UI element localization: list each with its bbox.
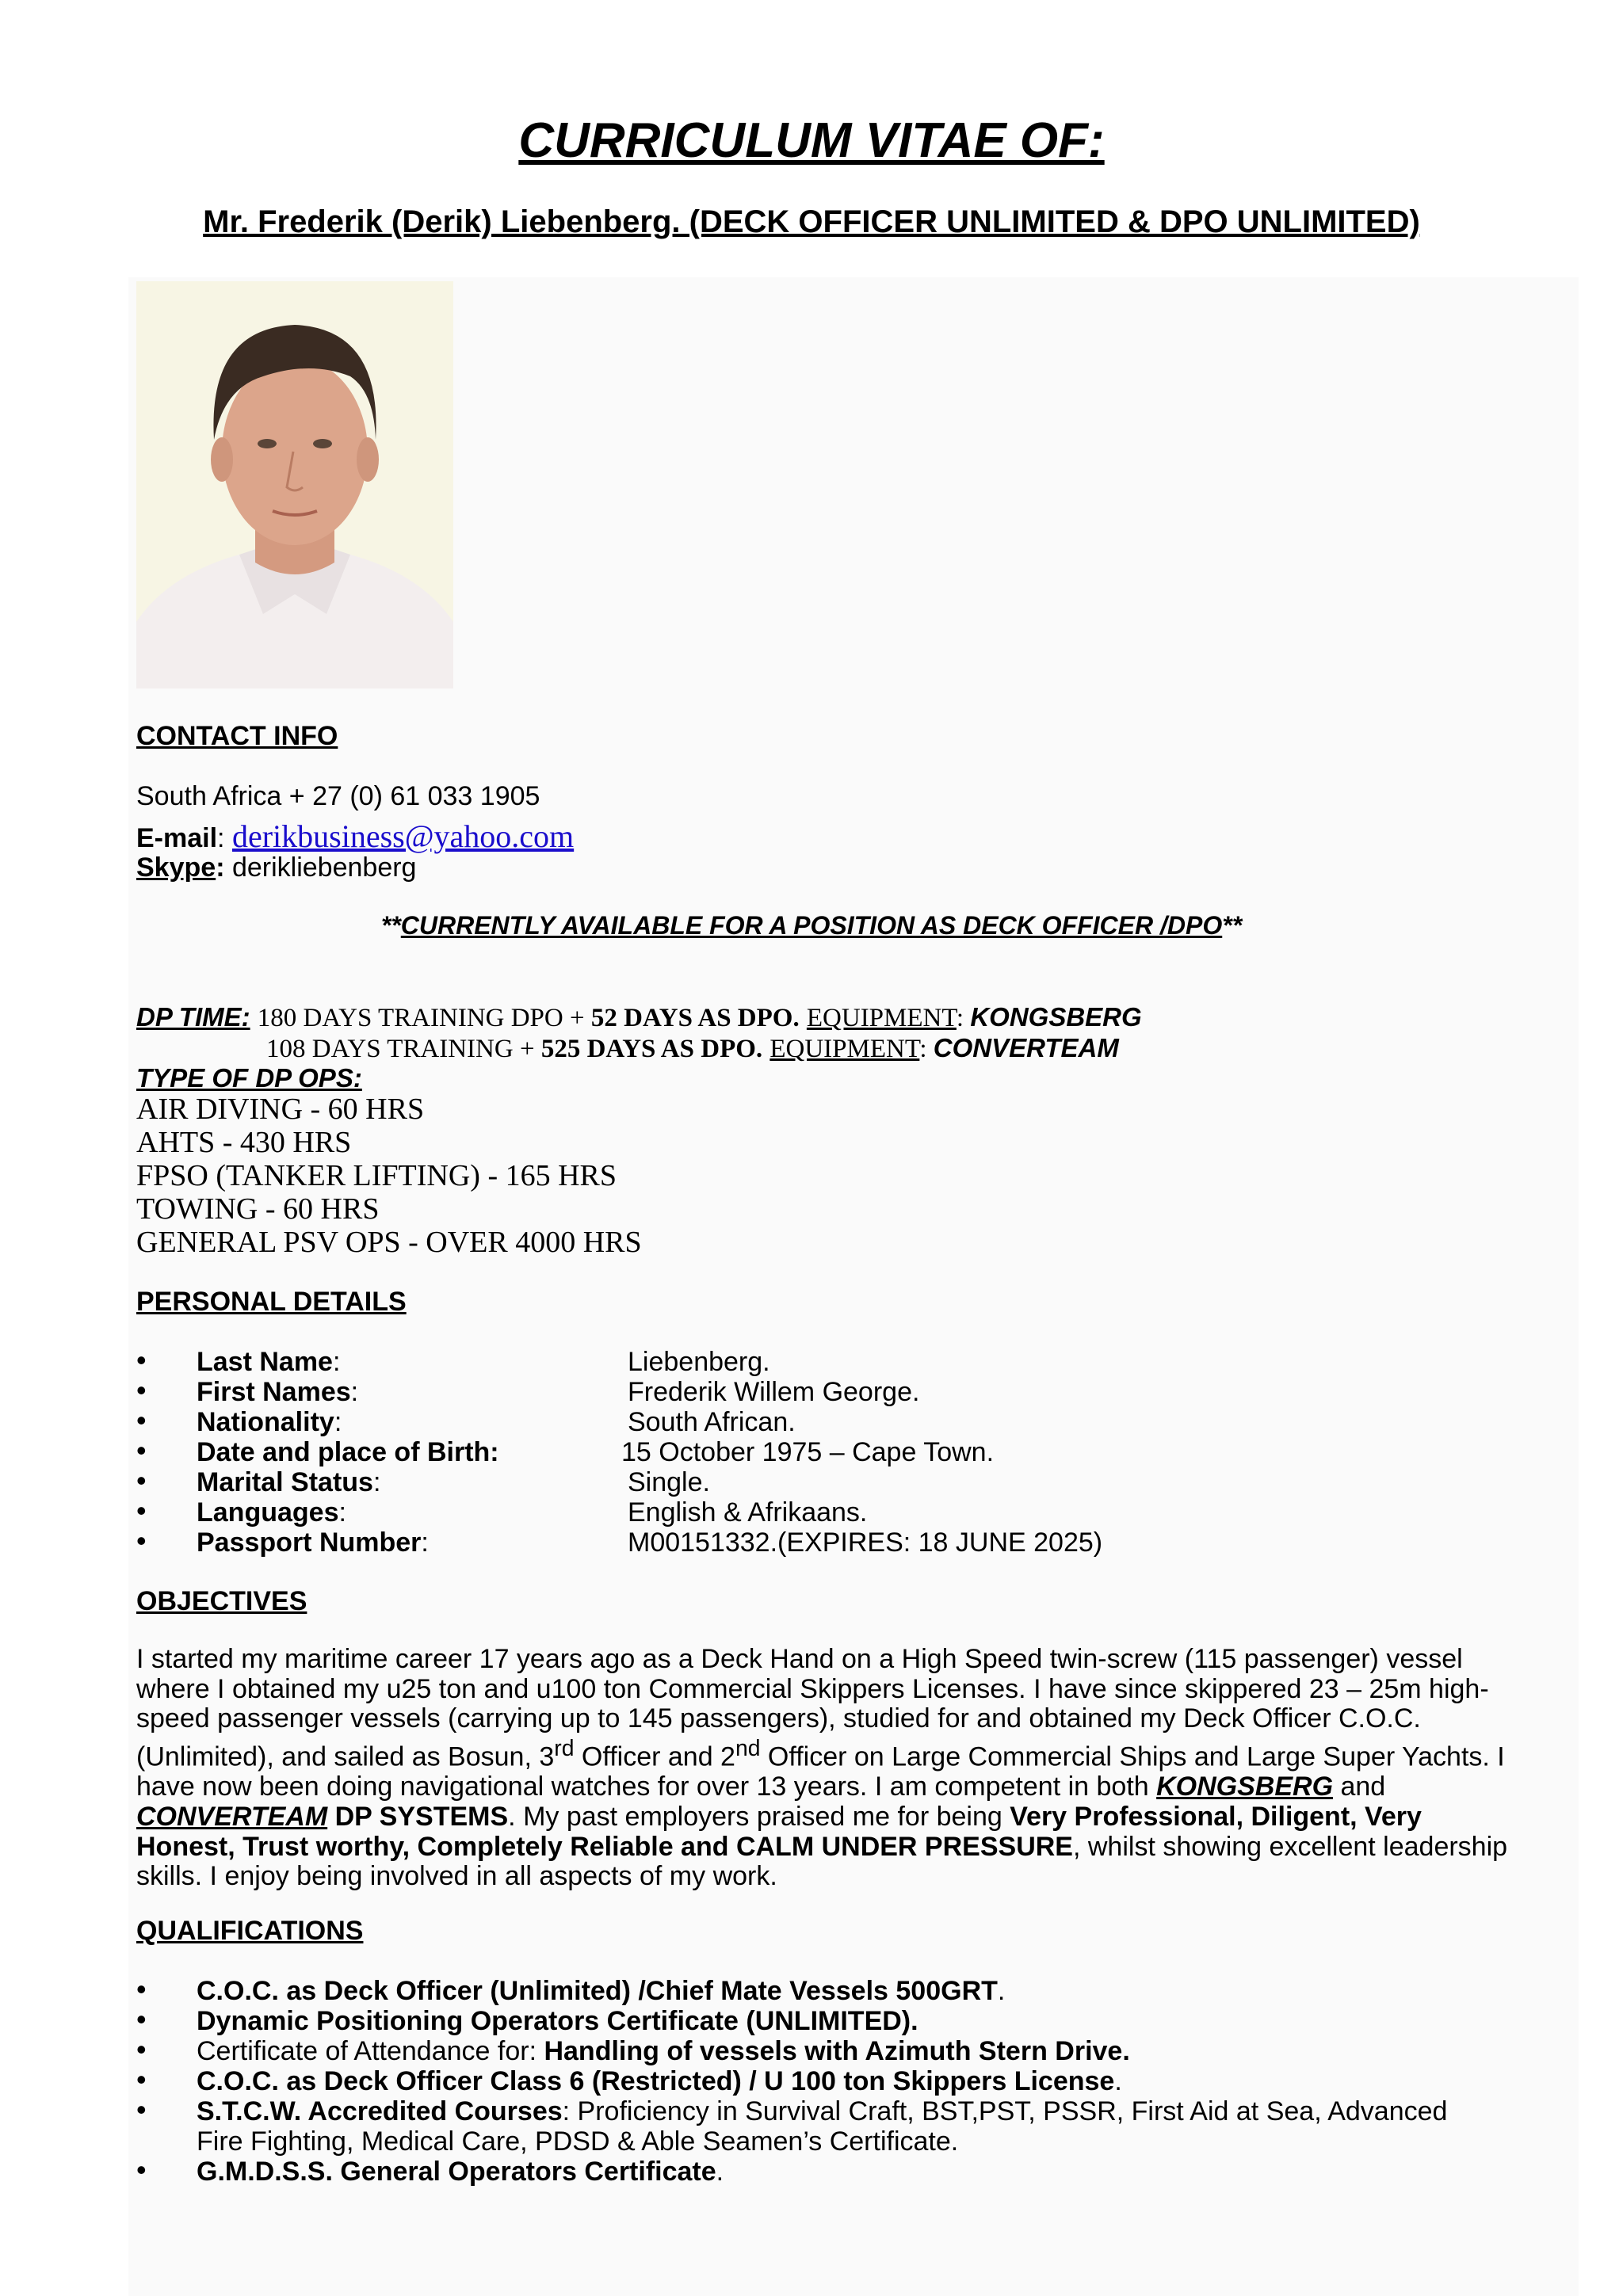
skype-label: Skype	[136, 852, 216, 883]
personal-label: First Names:	[197, 1377, 359, 1407]
dp-op-item: AHTS - 430 HRS	[136, 1126, 352, 1159]
qualification-item: Dynamic Positioning Operators Certificate (UNLIMITED).	[197, 2006, 918, 2036]
personal-value: Single.	[628, 1467, 710, 1497]
dp-time-line-2: 108 DAYS TRAINING + 525 DAYS AS DPO. EQUIPMENT: CONVERTEAM	[266, 1033, 1119, 1063]
dp-op-item: GENERAL PSV OPS - OVER 4000 HRS	[136, 1226, 642, 1259]
qualification-item: Certificate of Attendance for: Handling of vessels with Azimuth Stern Drive.	[197, 2036, 1130, 2066]
equipment-kongsberg: KONGSBERG	[970, 1002, 1142, 1032]
email-link[interactable]: derikbusiness@yahoo.com	[231, 818, 575, 854]
dp-op-item: AIR DIVING - 60 HRS	[136, 1093, 425, 1126]
objectives-paragraph: I started my maritime career 17 years ago as a Deck Hand on a High Speed twin-screw (115 passenger) vessel where I obtained my u25 ton and u100 ton Commercial Skippers Licenses. I have since skippered 23 – 25m high-speed passenger vessels (carrying up to 145 passengers), studied for and obtained my Deck Officer C.O.C. (Unlimited), and sailed as Bosun, 3rd Officer and 2nd Officer on Large Commercial Ships and Large Super Yachts. I have now been doing navigational watches for over 13 years. I am competent in both KONGSBERG and CONVERTEAM DP SYSTEMS. My past employers praised me for being Very Professional, Diligent, Very Honest, Trust worthy, Completely Reliable and CALM UNDER PRESSURE, whilst showing excellent leadership skills. I enjoy being involved in all aspects of my work.	[136, 1644, 1508, 1892]
availability-text: CURRENTLY AVAILABLE FOR A POSITION AS DECK OFFICER /DPO	[400, 911, 1223, 940]
bullet: •	[136, 2003, 147, 2035]
bullet: •	[136, 1973, 147, 2005]
bullet: •	[136, 2063, 147, 2096]
personal-value: Frederik Willem George.	[628, 1377, 920, 1407]
page-title: CURRICULUM VITAE OF:	[518, 113, 1105, 168]
bullet: •	[136, 2153, 147, 2186]
bullet: •	[136, 1524, 147, 1557]
contact-email-row: E-mail: derikbusiness@yahoo.com	[136, 818, 575, 854]
qualification-item: G.M.D.S.S. General Operators Certificate.	[197, 2157, 724, 2187]
personal-value: South African.	[628, 1407, 796, 1437]
qualification-item-continued: Fire Fighting, Medical Care, PDSD & Able Seamen’s Certificate.	[197, 2126, 959, 2157]
objectives-heading: OBJECTIVES	[136, 1586, 307, 1616]
dp-op-item: FPSO (TANKER LIFTING) - 165 HRS	[136, 1159, 617, 1192]
bullet: •	[136, 2033, 147, 2065]
bullet: •	[136, 1494, 147, 1527]
converteam-text: CONVERTEAM	[136, 1801, 328, 1832]
qualifications-heading: QUALIFICATIONS	[136, 1916, 364, 1946]
personal-label: Marital Status:	[197, 1467, 381, 1497]
dp-time-label: DP TIME:	[136, 1002, 250, 1032]
personal-label: Nationality:	[197, 1407, 342, 1437]
personal-label: Languages:	[197, 1497, 346, 1527]
dp-time-line-1: DP TIME: 180 DAYS TRAINING DPO + 52 DAYS AS DPO. EQUIPMENT: KONGSBERG	[136, 1002, 1142, 1032]
bullet: •	[136, 1374, 147, 1406]
page-subtitle: Mr. Frederik (Derik) Liebenberg. (DECK OFFICER UNLIMITED & DPO UNLIMITED)	[203, 204, 1420, 239]
personal-value: M00151332.(EXPIRES: 18 JUNE 2025)	[628, 1527, 1103, 1558]
email-label: E-mail	[136, 823, 218, 853]
contact-skype-row: Skype: derikliebenberg	[136, 852, 417, 883]
availability-banner: **CURRENTLY AVAILABLE FOR A POSITION AS DECK OFFICER /DPO**	[380, 911, 1243, 940]
personal-label: Last Name:	[197, 1347, 341, 1377]
qualification-item: C.O.C. as Deck Officer Class 6 (Restricted) / U 100 ton Skippers License.	[197, 2066, 1122, 2096]
personal-value: 15 October 1975 – Cape Town.	[621, 1437, 995, 1467]
personal-value: Liebenberg.	[628, 1347, 770, 1377]
bullet: •	[136, 1344, 147, 1376]
profile-photo	[136, 281, 453, 688]
equipment-converteam: CONVERTEAM	[933, 1033, 1119, 1062]
contact-phone: South Africa + 27 (0) 61 033 1905	[136, 781, 540, 811]
contact-heading: CONTACT INFO	[136, 721, 338, 751]
personal-label: Passport Number:	[197, 1527, 429, 1558]
dp-op-item: TOWING - 60 HRS	[136, 1192, 380, 1226]
personal-label: Date and place of Birth:	[197, 1437, 499, 1467]
personal-heading: PERSONAL DETAILS	[136, 1287, 407, 1317]
skype-value: derikliebenberg	[231, 852, 417, 883]
kongsberg-text: KONGSBERG	[1156, 1772, 1334, 1802]
qualification-item: S.T.C.W. Accredited Courses: Proficiency in Survival Craft, BST,PST, PSSR, First Aid at Sea, Advanced	[197, 2096, 1448, 2126]
bullet: •	[136, 2093, 147, 2126]
qualification-item: C.O.C. as Deck Officer (Unlimited) /Chief Mate Vessels 500GRT.	[197, 1976, 1006, 2006]
dp-ops-heading: TYPE OF DP OPS:	[136, 1063, 362, 1093]
personal-value: English & Afrikaans.	[628, 1497, 868, 1527]
bullet: •	[136, 1404, 147, 1436]
bullet: •	[136, 1434, 147, 1466]
bullet: •	[136, 1464, 147, 1497]
